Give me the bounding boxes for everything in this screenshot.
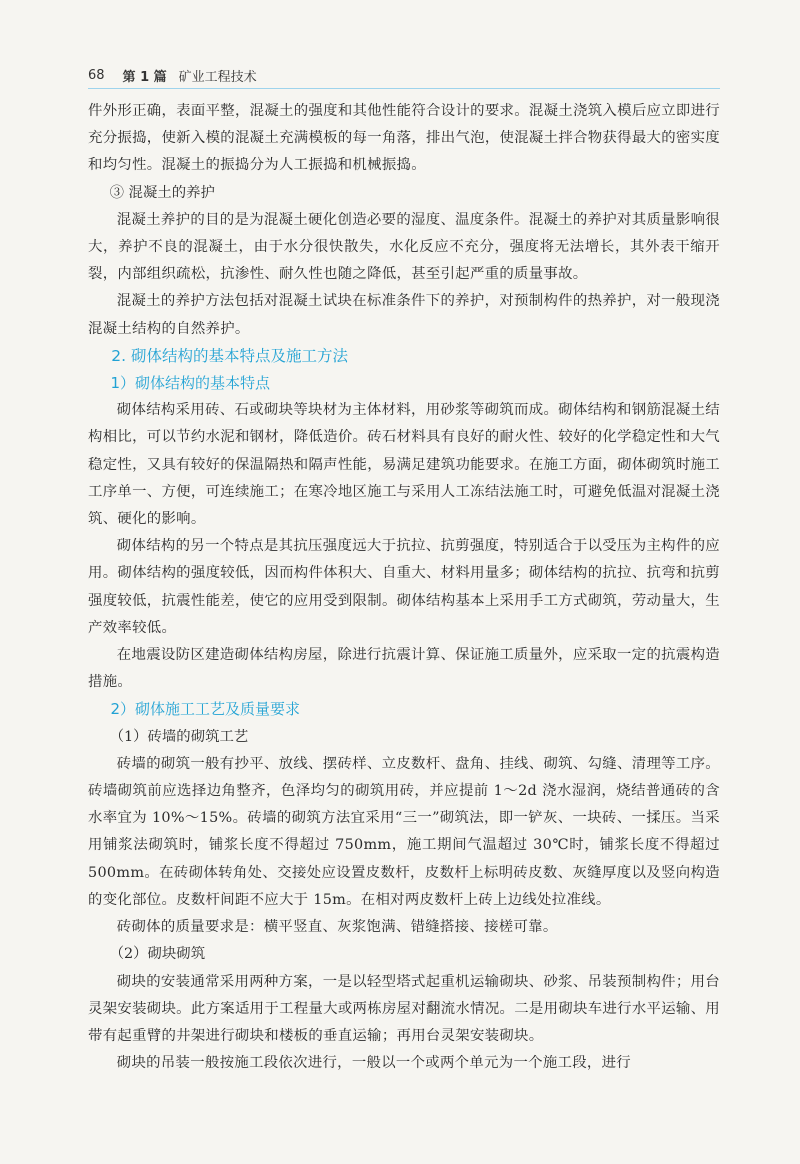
paragraph-brick-procedure: 砖墙的砌筑一般有抄平、放线、摆砖样、立皮数杆、盘角、挂线、砌筑、勾缝、清理等工序。砖墙砌筑前应选择边角整齐，色泽均匀的砌筑用砖，并应提前 1～2d 浇水湿润，烧结普通砖的含水率宜为 10%～15%。砖墙的砌筑方法宜采用“三一”砌筑法，即一铲灰、一块砖、一揉压。当采用铺浆法砌筑时，铺浆长度不得超过 750mm，施工期间气温超过 30℃时，铺浆长度不得超过 500mm。在砖砌体转角处、交接处应设置皮数杆，皮数杆上标明砖皮数、灰缝厚度以及竖向构造的变化部位。皮数杆间距不应大于 15m。在相对两皮数杆上砖上边线处拉准线。 [88, 755, 720, 908]
subheading-block-masonry: （2）砌块砌筑 [109, 946, 206, 963]
subsection-heading-process: 2）砌体施工工艺及质量要求 [110, 700, 301, 719]
paragraph-block-installation: 砌块的安装通常采用两种方案，一是以轻型塔式起重机运输砌块、砂浆、吊装预制构件；用台灵架安装砌块。此方案适用于工程量大或两栋房屋对翻流水情况。二是用砌块车进行水平运输、用带有起重臂的井架进行砌块和楼板的垂直运输；再用台灵架安装砌块。 [88, 973, 720, 1044]
paragraph-brick-quality: 砖砌体的质量要求是：横平竖直、灰浆饱满、错缝搭接、接槎可靠。 [116, 919, 558, 936]
paragraph-masonry-strength: 砌体结构的另一个特点是其抗压强度远大于抗拉、抗剪强度，特别适合于以受压为主构件的应用。砌体结构的强度较低，因而构件体积大、自重大、材料用量多；砌体结构的抗拉、抗弯和抗剪强度较低，抗震性能差，使它的应用受到限制。砌体结构基本上采用手工方式砌筑，劳动量大，生产效率较低。 [88, 538, 720, 636]
running-header [88, 64, 718, 86]
section-heading-masonry: 2. 砌体结构的基本特点及施工方法 [111, 346, 348, 365]
page-number: 68 [88, 67, 105, 83]
paragraph-seismic: 在地震设防区建造砌体结构房屋，除进行抗震计算、保证施工质量外，应采取一定的抗震构造措施。 [88, 647, 720, 691]
paragraph-vibration: 件外形正确，表面平整，混凝土的强度和其他性能符合设计的要求。混凝土浇筑入模后应立即进行充分振捣，使新入模的混凝土充满模板的每一角落，排出气泡，使混凝土拌合物获得最大的密实度和均匀性。混凝土的振捣分为人工振捣和机械振捣。 [88, 103, 720, 174]
page-body [88, 98, 720, 1077]
subheading-brick-wall: （1）砖墙的砌筑工艺 [109, 728, 249, 745]
paragraph-curing-purpose: 混凝土养护的目的是为混凝土硬化创造必要的湿度、温度条件。混凝土的养护对其质量影响很大，养护不良的混凝土，由于水分很快散失，水化反应不充分，强度将无法增长，其外表干缩开裂，内部组织疏松，抗渗性、耐久性也随之降低，甚至引起严重的质量事故。 [88, 211, 720, 283]
paragraph-masonry-materials: 砌体结构采用砖、石或砌块等块材为主体材料，用砂浆等砌筑而成。砌体结构和钢筋混凝土结构相比，可以节约水泥和钢材，降低造价。砖石材料具有良好的耐火性、较好的化学稳定性和大气稳定性，又具有较好的保温隔热和隔声性能，易满足建筑功能要求。在施工方面，砌体砌筑时施工工序单一、方便，可连续施工；在寒冷地区施工与采用人工冻结法施工时，可避免低温对混凝土浇筑、硬化的影响。 [88, 402, 720, 528]
header-divider [88, 88, 720, 89]
subsection-heading-features: 1）砌体结构的基本特点 [110, 374, 271, 393]
subheading-curing: ③ 混凝土的养护 [109, 184, 215, 201]
book-section-title: 矿业工程技术 [178, 69, 257, 85]
paragraph-curing-methods: 混凝土的养护方法包括对混凝土试块在标准条件下的养护，对预制构件的热养护，对一般现浇混凝土结构的自然养护。 [88, 293, 720, 337]
paragraph-block-hoisting: 砌块的吊装一般按施工段依次进行，一般以一个或两个单元为一个施工段，进行 [116, 1055, 631, 1072]
part-label: 第 1 篇 [122, 69, 167, 85]
